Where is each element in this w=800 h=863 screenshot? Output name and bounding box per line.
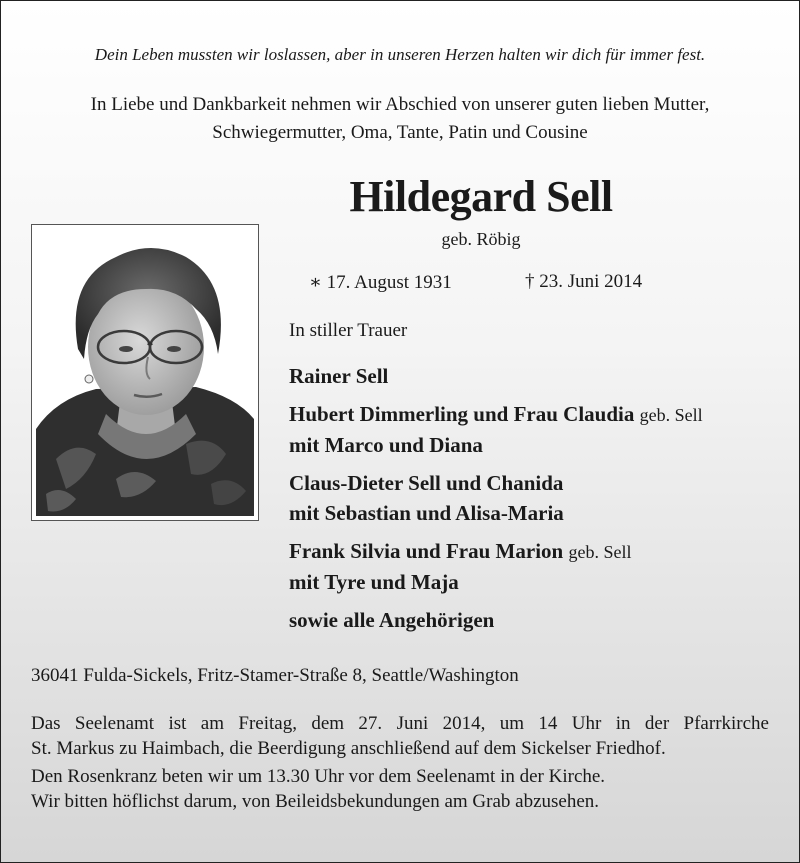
portrait-photo — [36, 229, 254, 516]
birth-date: ∗ 17. August 1931 — [309, 272, 452, 293]
maiden-name: geb. Sell — [639, 405, 703, 425]
mourner-children: mit Marco und Diana — [289, 433, 483, 457]
mourner-name — [289, 536, 789, 567]
mourner-group — [289, 399, 789, 460]
funeral-line-1: Das Seelenamt ist am Freitag, dem 27. Juni 2014, um 14 Uhr in der Pfarrkirche — [31, 713, 769, 734]
intro-text — [21, 91, 779, 147]
mourner-name-text: Frank Silvia und Frau Marion — [289, 539, 564, 563]
mourning-intro: In stiller Trauer — [289, 320, 408, 341]
address: 36041 Fulda-Sickels, Fritz-Stamer-Straße 8, Seattle/Washington — [31, 665, 519, 686]
mourner-group — [289, 536, 789, 597]
mourner-children: mit Sebastian und Alisa-Maria — [289, 501, 564, 525]
funeral-line-3: Den Rosenkranz beten wir um 13.30 Uhr vor dem Seelenamt in der Kirche. — [31, 766, 606, 787]
mourner-name: Rainer Sell — [289, 364, 389, 388]
portrait-photo-frame — [31, 224, 259, 521]
motto: Dein Leben mussten wir loslassen, aber in unseren Herzen halten wir dich für immer fest. — [94, 45, 706, 64]
deceased-name: Hildegard Sell — [349, 172, 613, 221]
funeral-line-4: Wir bitten höflichst darum, von Beileidsbekundungen am Grab abzusehen. — [31, 791, 600, 812]
funeral-line-2: St. Markus zu Haimbach, die Beerdigung anschließend auf dem Sickelser Friedhof. — [31, 738, 666, 759]
maiden-name: geb. Sell — [568, 542, 632, 562]
funeral-details — [31, 711, 769, 814]
mourners-list — [289, 361, 789, 643]
birth-name: geb. Röbig — [441, 229, 521, 249]
mourner-group — [289, 361, 789, 391]
life-dates — [309, 271, 643, 294]
intro-line-2: Schwiegermutter, Oma, Tante, Patin und Cousine — [212, 122, 588, 143]
mourner-group — [289, 605, 789, 635]
mourner-name: Claus-Dieter Sell und Chanida — [289, 471, 564, 495]
mourner-children: mit Tyre und Maja — [289, 570, 459, 594]
mourner-group — [289, 468, 789, 528]
mourner-name-text: Hubert Dimmerling und Frau Claudia — [289, 402, 635, 426]
mourner-name — [289, 399, 789, 430]
intro-line-1: In Liebe und Dankbarkeit nehmen wir Abschied von unserer guten lieben Mutter, — [90, 94, 710, 115]
portrait-image — [36, 229, 254, 516]
mourner-relatives: sowie alle Angehörigen — [289, 608, 495, 632]
death-date: † 23. Juni 2014 — [525, 271, 643, 292]
